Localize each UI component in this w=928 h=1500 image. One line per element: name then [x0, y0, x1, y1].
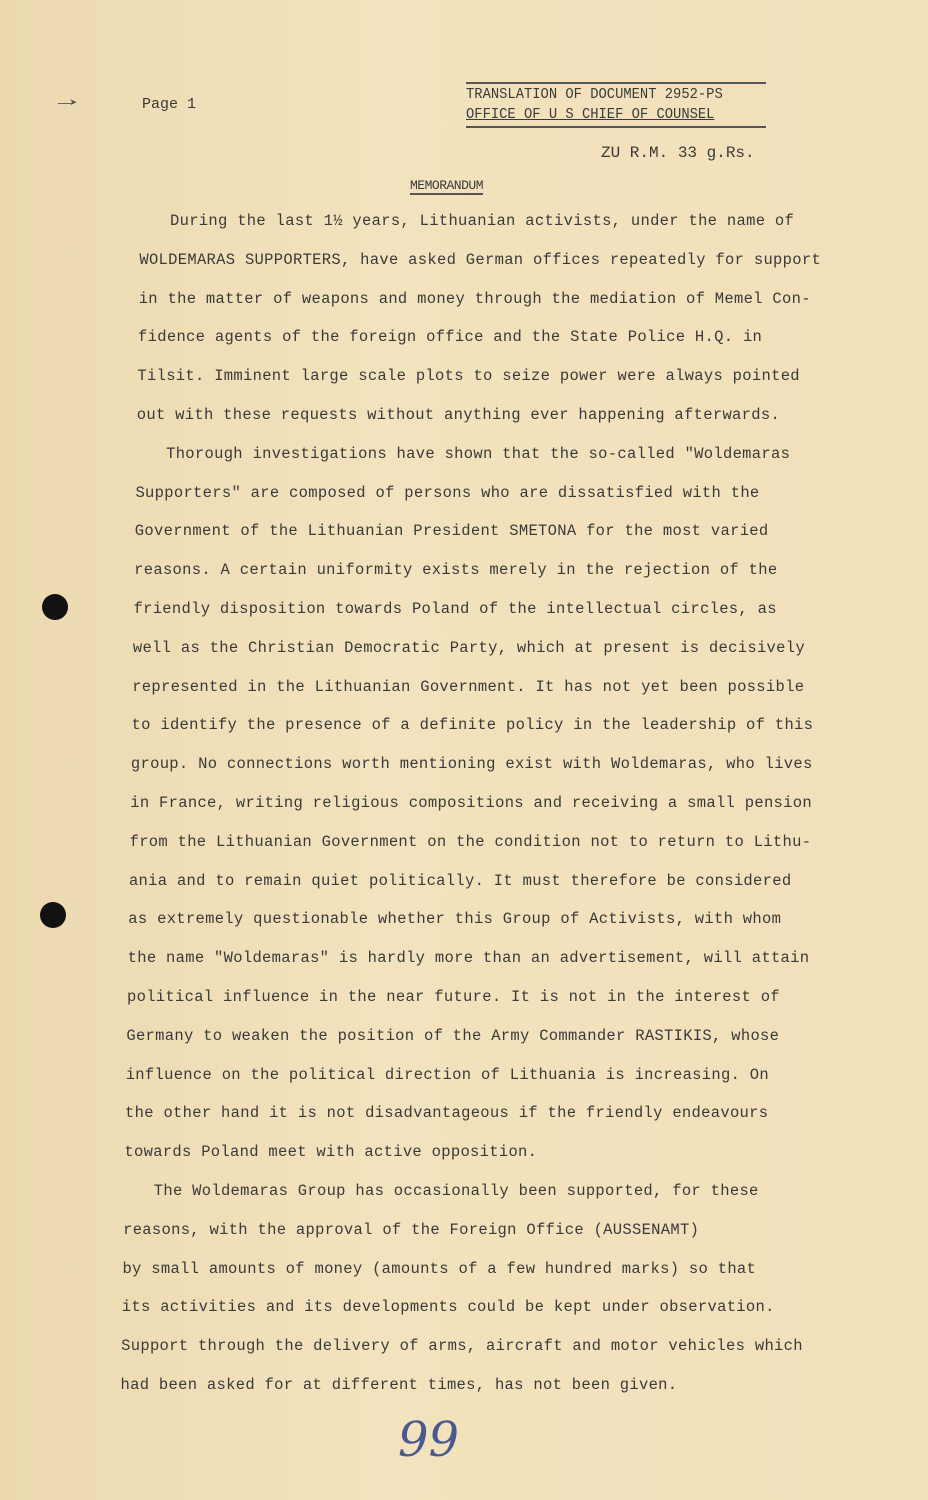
body-line: to identify the presence of a definite policy in the leadership of this — [131, 716, 814, 735]
body-line: by small amounts of money (amounts of a few hundred marks) so that — [122, 1259, 757, 1278]
handwritten-page-number: 99 — [398, 1412, 460, 1468]
body-line: in France, writing religious compositions and receiving a small pension — [130, 794, 812, 812]
document-title: MEMORANDUM — [410, 178, 484, 193]
translation-line: TRANSLATION OF DOCUMENT 2952-PS — [466, 86, 723, 103]
body-line: the other hand it is not disadvantageous if the friendly endeavours — [125, 1104, 769, 1123]
arrow-mark-icon: ——➤ — [58, 96, 76, 111]
body-line: friendly disposition towards Poland of the intellectual circles, as — [133, 600, 777, 618]
body-line: had been asked for at different times, has not been given. — [120, 1376, 678, 1394]
body-line: fidence agents of the foreign office and the State Police H.Q. in — [138, 328, 763, 347]
body-line: reasons, with the approval of the Foreign Office (AUSSENAMT) — [123, 1220, 700, 1239]
body-line: its activities and its developments could be kept under observation. — [121, 1298, 775, 1317]
body-line: out with these requests without anything ever happening afterwards. — [136, 406, 781, 424]
body-line: as extremely questionable whether this Group of Activists, with whom — [128, 910, 782, 929]
punch-hole — [42, 594, 68, 620]
body-line: from the Lithuanian Government on the condition not to return to Lithu- — [129, 832, 812, 851]
body-line: Support through the delivery of arms, aircraft and motor vehicles which — [121, 1337, 803, 1356]
document-header-stamp — [466, 82, 766, 128]
body-line: towards Poland meet with active opposition. — [124, 1143, 538, 1162]
body-line: During the last 1½ years, Lithuanian activists, under the name of — [170, 212, 795, 230]
punch-hole — [40, 902, 66, 928]
body-line: Germany to weaken the position of the Army Commander RASTIKIS, whose — [126, 1026, 780, 1045]
page-number: Page 1 — [142, 96, 197, 113]
body-line: WOLDEMARAS SUPPORTERS, have asked German offices repeatedly for support — [139, 250, 822, 269]
body-line: the name "Woldemaras" is hardly more than an advertisement, will attain — [127, 949, 810, 968]
body-line: Supporters" are composed of persons who are dissatisfied with the — [135, 483, 760, 502]
body-line: well as the Christian Democratic Party, which at present is decisively — [132, 638, 805, 657]
body-line: Government of the Lithuanian President SMETONA for the most varied — [134, 522, 769, 541]
body-line: ania and to remain quiet politically. It must therefore be considered — [128, 871, 792, 890]
body-line: Thorough investigations have shown that the so-called "Woldemaras — [166, 444, 791, 463]
body-line: Tilsit. Imminent large scale plots to seize power were always pointed — [137, 367, 800, 386]
body-line: group. No connections worth mentioning exist with Woldemaras, who lives — [130, 755, 813, 774]
body-line: political influence in the near future. It is not in the interest of — [127, 988, 780, 1006]
body-line: The Woldemaras Group has occasionally been supported, for these — [153, 1182, 759, 1200]
body-line: reasons. A certain uniformity exists merely in the rejection of the — [134, 561, 778, 580]
reference-number: ZU R.M. 33 g.Rs. — [601, 144, 755, 162]
office-line: OFFICE OF U S CHIEF OF COUNSEL — [466, 106, 715, 123]
body-line: influence on the political direction of Lithuania is increasing. On — [125, 1065, 769, 1084]
body-line: represented in the Lithuanian Government. It has not yet been possible — [132, 677, 805, 696]
body-line: in the matter of weapons and money through the mediation of Memel Con- — [138, 289, 811, 308]
